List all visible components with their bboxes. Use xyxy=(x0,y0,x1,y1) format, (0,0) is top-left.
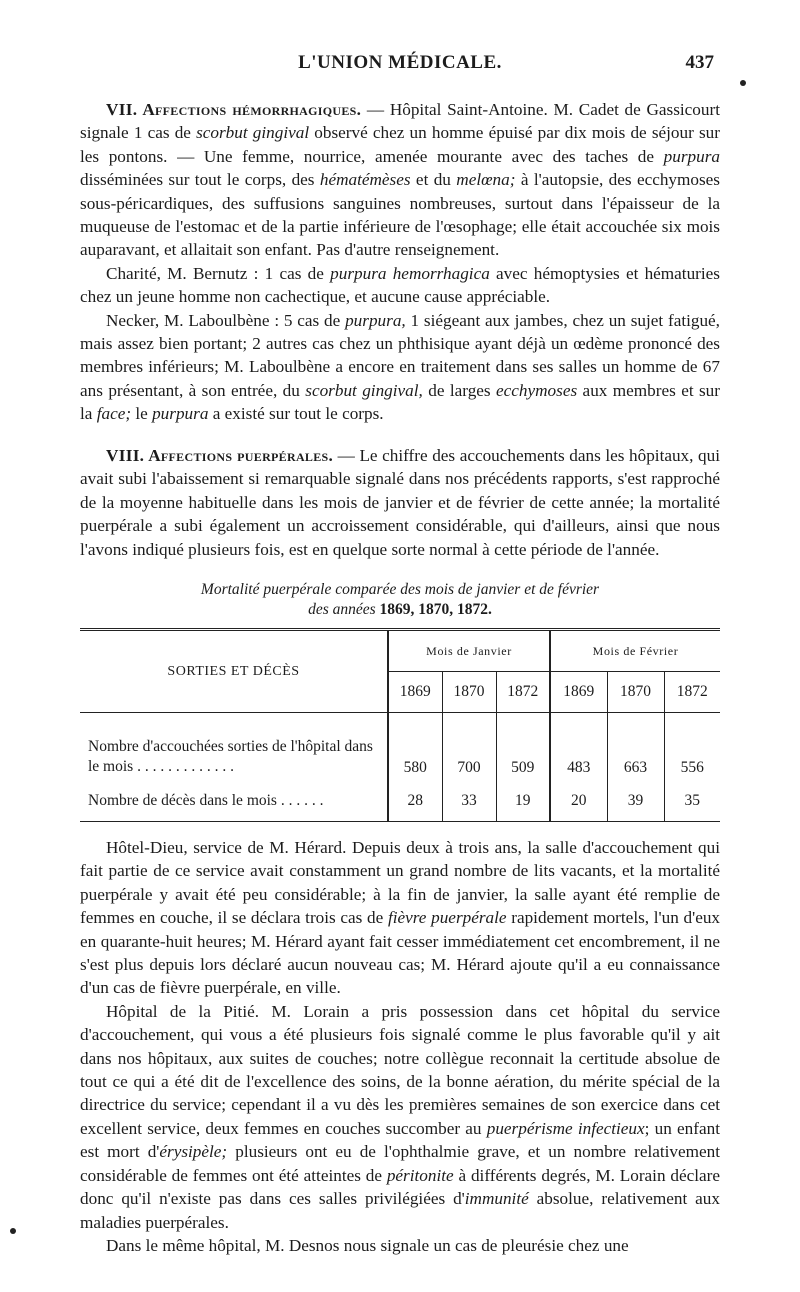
italic-term: face; xyxy=(96,404,132,424)
section-viii xyxy=(80,444,720,561)
text-run: à l'autopsie, des ecchymoses sous-péricardiques, des suffusions sanguines nombreuses, surtout dans l'épaisseur de la muqueuse de l'estomac et de la partie inférieure de l'œsophage; elle était accouchée six mois auparavant, et allaitait son enfant. Pas d'autre renseignement. xyxy=(80,170,720,260)
italic-term: fièvre puerpérale xyxy=(387,908,507,928)
italic-term: puerpérisme infectieux xyxy=(486,1118,645,1138)
italic-term: érysipèle; xyxy=(159,1142,228,1162)
paragraph xyxy=(80,309,720,426)
table-cell: 28 xyxy=(388,781,442,822)
italic-term: purpura xyxy=(152,404,209,424)
text-run: aux membres et sur la xyxy=(80,380,721,424)
table-cell: 509 xyxy=(496,713,550,782)
text-run: rapidement mortels, l'un d'eux en quarante-huit heures; M. Hérard ayant fait cesser immédiatement cet encombrement, il ne s'est plus depuis lors déclaré aucun nouveau cas; M. Hérard ajoute qu'il a eu connaissance d'un cas de fièvre puerpérale, en ville. xyxy=(80,908,721,998)
italic-term: purpura, xyxy=(345,310,406,330)
table-cell: 39 xyxy=(607,781,664,822)
text-run: et du xyxy=(410,170,457,190)
section-vii xyxy=(80,98,720,426)
paragraph xyxy=(80,1000,720,1234)
italic-term: hématémèses xyxy=(319,170,411,190)
paragraph-body xyxy=(80,100,720,259)
text-run: 1 siégeant aux jambes, chez un sujet fatigué, mais assez bien portant; 2 autres cas chez un phthisique ayant déjà un œdème prononcé des membres inférieurs; M. Laboulbène a encore en traitement dans ses salles un homme de 67 ans présentant, à son entrée, du xyxy=(80,310,720,400)
caption-years: 1869, 1870, 1872. xyxy=(379,601,492,618)
text-run: à différents degrés, M. Lorain déclare donc qu'il n'existe pas dans ces salles privilégiées d' xyxy=(80,1165,720,1209)
italic-term: melœna; xyxy=(456,170,516,190)
year-header: 1869 xyxy=(388,672,442,713)
text-run: disséminées sur tout le corps, des xyxy=(80,170,320,190)
paragraph xyxy=(80,262,720,309)
table-cell: 556 xyxy=(664,713,720,782)
year-header: 1870 xyxy=(442,672,496,713)
caption-line xyxy=(130,600,670,620)
table-cell: 33 xyxy=(442,781,496,822)
text-run: de larges xyxy=(422,380,497,400)
text-run: Necker, M. Laboulbène : 5 cas de xyxy=(106,310,346,330)
caption-line: Mortalité puerpérale comparée des mois de janvier et de février xyxy=(200,581,600,598)
text-run: observé chez un homme épuisé par dix mois de séjour sur les pontons. — Une femme, nourrice, amenée mourante avec des taches de xyxy=(80,123,720,166)
italic-term: scorbut gingival, xyxy=(305,380,423,400)
text-run: absolue, relativement aux maladies puerpérales. xyxy=(80,1189,720,1232)
text-run: avec hémoptysies et hématuries chez un jeune homme non cachectique, et aucune cause appréciable. xyxy=(80,263,720,307)
section-heading: VII. Affections hémorrhagiques. xyxy=(106,100,362,119)
italic-term: purpura hemorrhagica xyxy=(330,263,490,283)
text-run: Hôtel-Dieu, service de M. Hérard. Depuis deux à trois ans, la salle d'accouchement qui fait partie de ce service avait constamment un grand nombre de lits vacants, et la mortalité puerpérale y avait été peu considérable; à la fin de janvier, la salle ayant été remplie de femmes en couche, il se déclara trois cas de xyxy=(80,838,720,928)
table-row-header: SORTIES ET DÉCÈS xyxy=(80,630,388,713)
mortality-table xyxy=(80,628,720,822)
row-label: Nombre d'accouchées sorties de l'hôpital dans le mois . . . . . . . . . . . . . xyxy=(88,738,373,775)
table-cell: 483 xyxy=(550,713,607,782)
paragraph xyxy=(80,836,720,1000)
table-cell: 19 xyxy=(496,781,550,822)
section-heading: VIII. Affections puerpérales. xyxy=(106,446,334,465)
italic-term: purpura xyxy=(663,146,720,166)
page-number: 437 xyxy=(685,52,714,73)
italic-term: scorbut gingival xyxy=(196,123,310,143)
table-row xyxy=(80,781,720,822)
table-cell: 35 xyxy=(664,781,720,822)
table-row xyxy=(80,713,720,782)
paragraph-body: — Le chiffre des accouchements dans les hôpitaux, qui avait subi l'abaissement si remarquable signalé dans nos précédents rapports, s'est rapproché de la moyenne habituelle dans les mois de janvier et de février de cette année; la mortalité puerpérale a subi également un accroissement considérable, qui d'ailleurs, ainsi que nous l'avons indiqué plusieurs fois, est en quelque sorte normal à cette période de l'année. xyxy=(80,446,720,559)
text-run: ; un enfant est mort d' xyxy=(80,1118,720,1162)
text-run: plusieurs ont eu de l'ophthalmie grave, et un nombre relativement considérable de femmes ont été atteintes de xyxy=(80,1142,720,1185)
margin-bullet xyxy=(10,1228,16,1234)
italic-term: ecchymoses xyxy=(496,380,578,400)
page-header xyxy=(80,52,720,84)
section-after-table xyxy=(80,836,720,1257)
table-cell: 663 xyxy=(607,713,664,782)
column-group-february: Mois de Février xyxy=(550,630,720,672)
paragraph xyxy=(80,98,720,262)
text-run: a existé sur tout le corps. xyxy=(208,404,384,424)
caption-prefix: des années xyxy=(308,601,376,618)
text-run: le xyxy=(131,404,153,424)
row-label: Nombre de décès dans le mois . . . . . . xyxy=(80,781,388,822)
year-header: 1869 xyxy=(550,672,607,713)
paragraph xyxy=(80,444,720,561)
paragraph: Dans le même hôpital, M. Desnos nous signale un cas de pleurésie chez une xyxy=(106,1235,629,1255)
table-cell: 580 xyxy=(388,713,442,782)
text-run: Hôpital de la Pitié. M. Lorain a pris possession dans cet hôpital du service d'accouchement, qui vous a été plusieurs fois signalé comme le plus favorable qu'il y ait dans nos hôpitaux, aux suites de couches; notre collègue reconnait la certitude absolue de tout ce qui a été dit de l'excellence des soins, de la bonne aération, du mérite spécial de la directrice du service; cependant il a vu dès les premières semaines de son exercice dans cet excellent service, deux femmes en couches succomber au xyxy=(80,1001,720,1138)
table-cell: 20 xyxy=(550,781,607,822)
year-header: 1872 xyxy=(664,672,720,713)
column-group-january: Mois de Janvier xyxy=(388,630,550,672)
margin-bullet xyxy=(740,80,746,86)
year-header: 1870 xyxy=(607,672,664,713)
italic-term: péritonite xyxy=(386,1165,454,1185)
year-header: 1872 xyxy=(496,672,550,713)
table-cell: 700 xyxy=(442,713,496,782)
table-caption xyxy=(130,580,670,620)
text-run: — Hôpital Saint-Antoine. M. Cadet de Gassicourt signale 1 cas de xyxy=(80,100,720,143)
journal-title: L'UNION MÉDICALE. xyxy=(298,52,502,73)
italic-term: immunité xyxy=(464,1189,529,1209)
text-run: Charité, M. Bernutz : 1 cas de xyxy=(106,263,331,283)
